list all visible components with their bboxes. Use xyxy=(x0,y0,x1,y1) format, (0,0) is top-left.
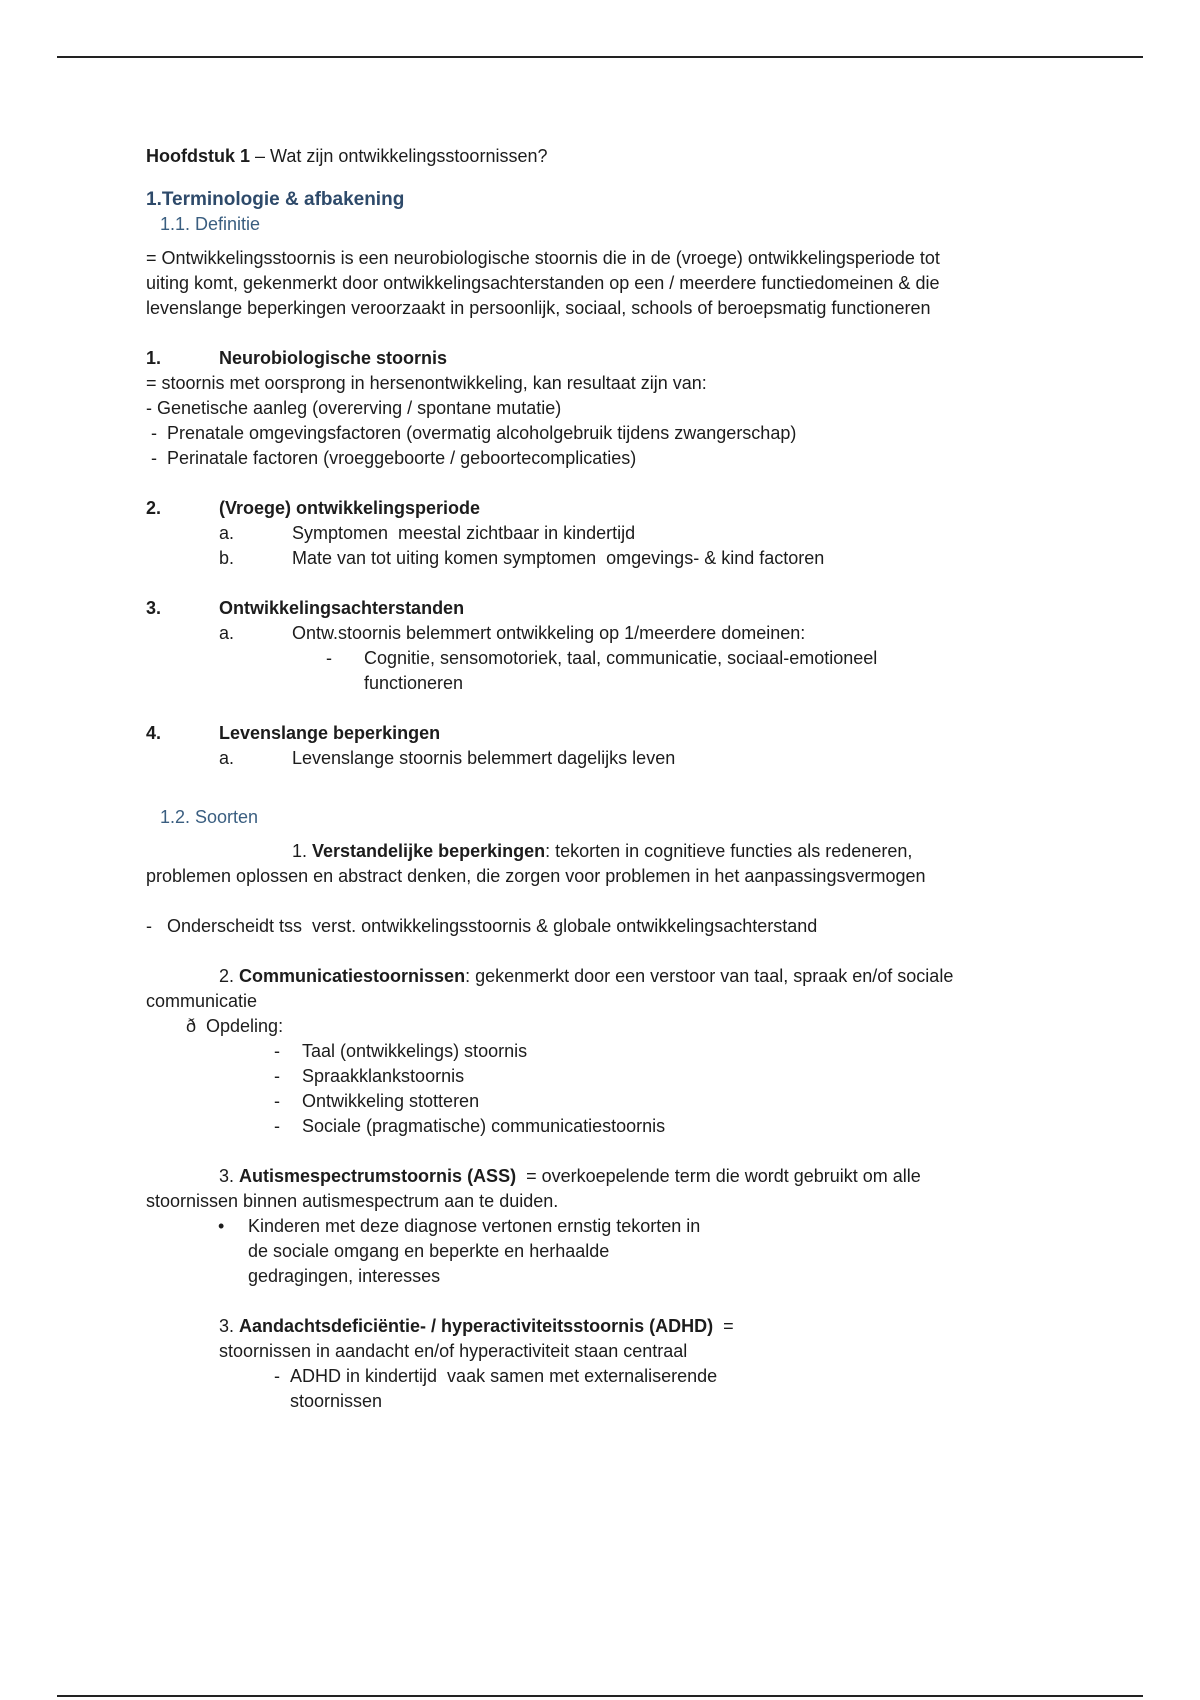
point-1-heading xyxy=(146,346,966,371)
point-4-item xyxy=(219,746,966,771)
chapter-heading xyxy=(146,144,966,169)
point-title: (Vroege) ontwikkelingsperiode xyxy=(219,498,481,518)
kind-2-arrow-line: ð Opdeling: xyxy=(186,1016,284,1036)
kind-1-paragraph xyxy=(146,839,966,889)
point-1-line: - Prenatale omgevingsfactoren (overmatig alcoholgebruik tijdens zwangerschap) xyxy=(146,423,797,443)
kind-description: : tekorten in cognitieve functies als redeneren, problemen oplossen en abstract denken, die zorgen voor problemen in het aanpassingsvermogen xyxy=(146,841,926,886)
chapter-label: Hoofdstuk 1 xyxy=(146,146,251,166)
footer-rule xyxy=(57,1695,1143,1697)
kind-2-paragraph xyxy=(146,964,966,1014)
point-number: 3. xyxy=(146,598,162,618)
item-text: Mate van tot uiting komen symptomen omgevings- & kind factoren xyxy=(292,548,825,568)
point-title: Ontwikkelingsachterstanden xyxy=(219,598,465,618)
chapter-title: – Wat zijn ontwikkelingsstoornissen? xyxy=(250,146,548,166)
kind-description: = stoornissen in aandacht en/of hyperactiviteit staan centraal xyxy=(219,1316,739,1361)
subsection-heading-definitie: 1.1. Definitie xyxy=(160,214,261,234)
kind-2-list-item xyxy=(274,1039,966,1064)
list-text: Sociale (pragmatische) communicatiestoornis xyxy=(302,1116,666,1136)
kind-title: Verstandelijke beperkingen xyxy=(312,841,546,861)
item-letter: a. xyxy=(219,623,235,643)
dash-marker: - xyxy=(274,1041,280,1061)
dash-marker: - xyxy=(274,1066,280,1086)
item-text: Levenslange stoornis belemmert dagelijks leven xyxy=(292,748,676,768)
list-text: Taal (ontwikkelings) stoornis xyxy=(302,1041,528,1061)
list-text: Ontwikkeling stotteren xyxy=(302,1091,480,1111)
kind-4-dash-item xyxy=(274,1364,794,1414)
section-heading-terminologie: 1.Terminologie & afbakening xyxy=(146,189,405,210)
kind-number: 3. xyxy=(219,1316,240,1336)
kind-2-list-item xyxy=(274,1114,966,1139)
item-letter: a. xyxy=(219,748,235,768)
dash-marker: - xyxy=(326,648,332,668)
kind-description: : gekenmerkt door een verstoor van taal, spraak en/of sociale communicatie xyxy=(146,966,954,1011)
dash-marker: - xyxy=(274,1116,280,1136)
point-2-heading xyxy=(146,496,966,521)
point-3-dash-item xyxy=(326,646,966,696)
point-3-item xyxy=(219,621,966,646)
kind-title: Communicatiestoornissen xyxy=(239,966,466,986)
kind-1-note: - Onderscheidt tss verst. ontwikkelingsstoornis & globale ontwikkelingsachterstand xyxy=(146,916,818,936)
item-letter: a. xyxy=(219,523,235,543)
dash-marker: - xyxy=(274,1091,280,1111)
kind-title: Aandachtsdeficiëntie- / hyperactiviteitsstoornis (ADHD) xyxy=(239,1316,714,1336)
definition-paragraph: = Ontwikkelingsstoornis is een neurobiologische stoornis die in de (vroege) ontwikkelingsperiode tot uiting komt, gekenmerkt door ontwikkelingsachterstanden op een / meerdere functiedomeinen & die levenslange beperkingen veroorzaakt in persoonlijk, sociaal, schools of beroepsmatig functioneren xyxy=(146,248,940,318)
document-body xyxy=(146,144,966,1414)
dash-text: ADHD in kindertijd vaak samen met externaliserende stoornissen xyxy=(290,1366,723,1411)
point-3-heading xyxy=(146,596,966,621)
kind-2-list-item xyxy=(274,1064,966,1089)
bullet-marker: • xyxy=(218,1216,225,1236)
item-letter: b. xyxy=(219,548,235,568)
kind-number: 2. xyxy=(219,966,240,986)
point-1-line: - Genetische aanleg (overerving / spontane mutatie) xyxy=(146,398,562,418)
point-number: 1. xyxy=(146,348,162,368)
point-number: 4. xyxy=(146,723,162,743)
kind-title: Autismespectrumstoornis (ASS) xyxy=(239,1166,517,1186)
point-4-heading xyxy=(146,721,966,746)
kind-3-paragraph xyxy=(146,1164,966,1214)
bullet-text: Kinderen met deze diagnose vertonen ernstig tekorten in de sociale omgang en beperkte en herhaalde gedragingen, interesses xyxy=(248,1216,701,1286)
point-number: 2. xyxy=(146,498,162,518)
point-2-item xyxy=(219,546,966,571)
point-1-intro: = stoornis met oorsprong in hersenontwikkeling, kan resultaat zijn van: xyxy=(146,373,707,393)
kind-2-list-item xyxy=(274,1089,966,1114)
point-title: Neurobiologische stoornis xyxy=(219,348,448,368)
subsection-heading-soorten: 1.2. Soorten xyxy=(160,807,259,827)
list-text: Spraakklankstoornis xyxy=(302,1066,465,1086)
kind-3-bullet-item xyxy=(218,1214,718,1289)
item-text: Symptomen meestal zichtbaar in kindertijd xyxy=(292,523,636,543)
dash-marker: - xyxy=(274,1366,280,1386)
point-title: Levenslange beperkingen xyxy=(219,723,441,743)
point-2-item xyxy=(219,521,966,546)
item-text: Ontw.stoornis belemmert ontwikkeling op 1/meerdere domeinen: xyxy=(292,623,806,643)
point-1-line: - Perinatale factoren (vroeggeboorte / geboortecomplicaties) xyxy=(146,448,637,468)
dash-text: Cognitie, sensomotoriek, taal, communicatie, sociaal-emotioneel functioneren xyxy=(364,648,878,693)
kind-number: 3. xyxy=(219,1166,240,1186)
header-rule xyxy=(57,56,1143,58)
kind-description: = overkoepelende term die wordt gebruikt om alle stoornissen binnen autismespectrum aan te duiden. xyxy=(146,1166,926,1211)
kind-4-paragraph xyxy=(146,1314,819,1364)
kind-number: 1. xyxy=(292,841,313,861)
